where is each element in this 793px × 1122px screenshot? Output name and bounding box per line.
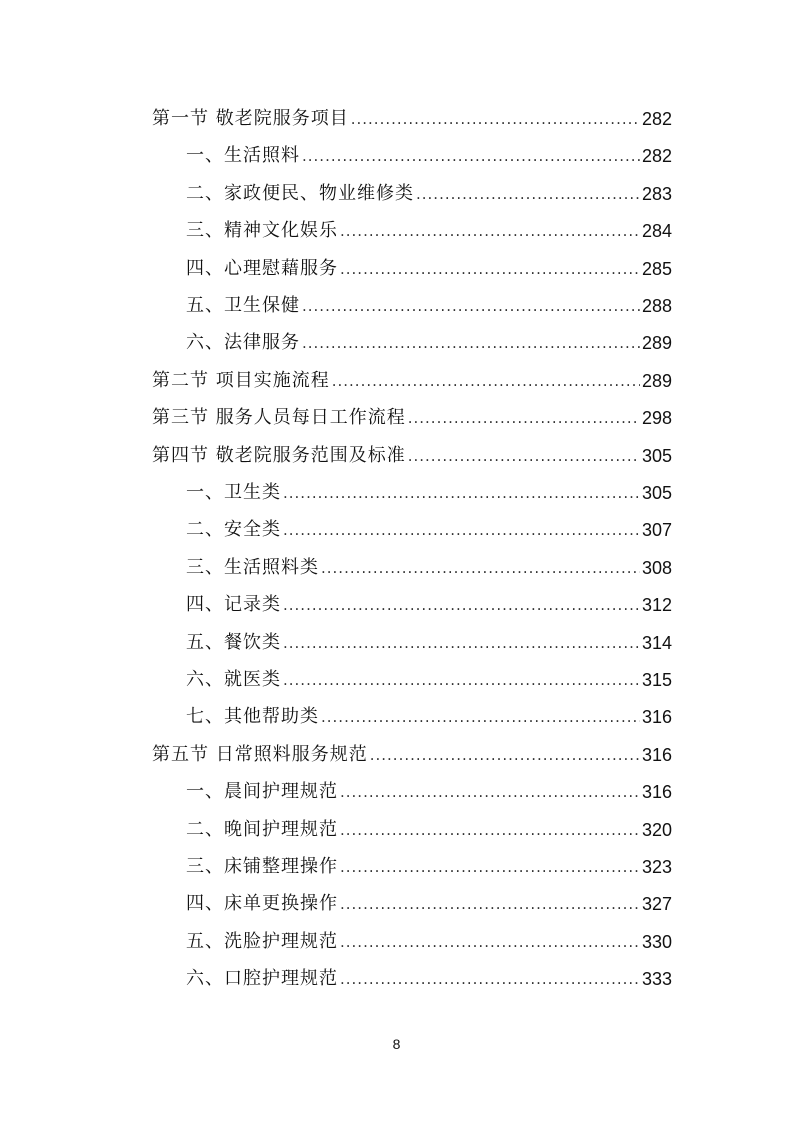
toc-entry[interactable] bbox=[152, 403, 672, 433]
dot-leader bbox=[408, 441, 640, 471]
toc-entry[interactable] bbox=[186, 702, 672, 732]
toc-entry-label: 六、口腔护理规范 bbox=[186, 968, 338, 990]
dot-leader bbox=[302, 141, 640, 171]
dot-leader bbox=[302, 328, 640, 358]
toc-entry-page: 284 bbox=[641, 221, 672, 242]
toc-entry[interactable] bbox=[152, 740, 672, 770]
toc-entry-page: 316 bbox=[641, 744, 672, 765]
toc-entry[interactable] bbox=[186, 328, 672, 358]
toc-entry-page: 320 bbox=[641, 819, 672, 840]
toc-entry-label: 一、生活照料 bbox=[186, 145, 300, 167]
toc-entry[interactable] bbox=[186, 889, 672, 919]
toc-entry-page: 315 bbox=[641, 670, 672, 690]
toc-entry-label: 三、生活照料类 bbox=[186, 556, 319, 578]
dot-leader bbox=[340, 852, 640, 882]
dot-leader bbox=[370, 740, 640, 770]
toc-entry-page: 308 bbox=[641, 557, 672, 578]
dot-leader bbox=[332, 366, 640, 396]
toc-entry-page: 282 bbox=[641, 146, 672, 167]
toc-entry-label: 四、记录类 bbox=[186, 594, 281, 616]
toc-entry-label: 六、就医类 bbox=[186, 669, 281, 690]
toc-entry[interactable] bbox=[186, 852, 672, 882]
toc-entry-label: 第五节 日常照料服务规范 bbox=[152, 743, 368, 765]
toc-entry-label: 七、其他帮助类 bbox=[186, 706, 319, 728]
toc-entry[interactable] bbox=[152, 441, 672, 471]
toc-entry-page: 305 bbox=[641, 445, 672, 466]
toc-entry[interactable] bbox=[186, 291, 672, 321]
dot-leader bbox=[416, 179, 640, 209]
toc-entry[interactable] bbox=[186, 216, 672, 246]
toc-entry-page: 283 bbox=[641, 183, 672, 204]
dot-leader bbox=[283, 515, 640, 545]
toc-entry-page: 298 bbox=[641, 408, 672, 429]
dot-leader bbox=[340, 815, 640, 845]
dot-leader bbox=[283, 478, 640, 508]
toc-entry-label: 一、晨间护理规范 bbox=[186, 781, 338, 803]
toc-entry-label: 一、卫生类 bbox=[186, 482, 281, 503]
toc-entry[interactable] bbox=[186, 515, 672, 545]
toc-entry-page: 333 bbox=[641, 969, 672, 990]
toc-entry[interactable] bbox=[186, 590, 672, 620]
toc-entry-label: 三、精神文化娱乐 bbox=[186, 220, 338, 242]
dot-leader bbox=[340, 777, 640, 807]
toc-entry-label: 五、卫生保健 bbox=[186, 295, 300, 316]
toc-entry[interactable] bbox=[186, 964, 672, 994]
dot-leader bbox=[302, 291, 640, 321]
toc-entry[interactable] bbox=[152, 366, 672, 396]
toc-entry-page: 289 bbox=[641, 370, 672, 391]
dot-leader bbox=[283, 665, 640, 695]
toc-entry[interactable] bbox=[186, 665, 672, 695]
toc-entry-label: 四、心理慰藉服务 bbox=[186, 257, 338, 279]
toc-entry-label: 六、法律服务 bbox=[186, 332, 300, 354]
dot-leader bbox=[351, 104, 640, 134]
toc-entry[interactable] bbox=[186, 141, 672, 171]
toc-entry-page: 323 bbox=[641, 857, 672, 877]
toc-entry[interactable] bbox=[152, 104, 672, 134]
toc-entry-page: 288 bbox=[641, 296, 672, 316]
toc-entry[interactable] bbox=[186, 478, 672, 508]
toc-entry[interactable] bbox=[186, 815, 672, 845]
dot-leader bbox=[283, 628, 640, 658]
toc-entry-page: 285 bbox=[641, 258, 672, 279]
dot-leader bbox=[283, 590, 640, 620]
dot-leader bbox=[340, 254, 640, 284]
page-number: 8 bbox=[392, 1036, 401, 1052]
toc-entry-page: 316 bbox=[641, 782, 672, 803]
toc-entry[interactable] bbox=[186, 179, 672, 209]
dot-leader bbox=[340, 964, 640, 994]
toc-entry-page: 316 bbox=[641, 707, 672, 728]
toc-entry[interactable] bbox=[186, 628, 672, 658]
toc-entry-page: 305 bbox=[641, 483, 672, 503]
toc-entry-page: 312 bbox=[641, 595, 672, 616]
toc-entry-label: 二、晚间护理规范 bbox=[186, 818, 338, 840]
toc-entry-label: 二、安全类 bbox=[186, 519, 281, 541]
toc-entry-label: 四、床单更换操作 bbox=[186, 893, 338, 915]
toc-entry[interactable] bbox=[186, 553, 672, 583]
dot-leader bbox=[321, 702, 640, 732]
toc-entry[interactable] bbox=[186, 254, 672, 284]
toc-entry-page: 330 bbox=[641, 931, 672, 952]
toc-entry-label: 第二节 项目实施流程 bbox=[152, 369, 330, 391]
toc-entry-label: 第四节 敬老院服务范围及标准 bbox=[152, 444, 406, 466]
toc-entry[interactable] bbox=[186, 777, 672, 807]
toc-entry-page: 314 bbox=[641, 632, 672, 653]
dot-leader bbox=[321, 553, 640, 583]
toc-entry-label: 第三节 服务人员每日工作流程 bbox=[152, 407, 406, 429]
dot-leader bbox=[340, 927, 640, 957]
toc-entry-label: 五、洗脸护理规范 bbox=[186, 930, 338, 952]
toc-entry-label: 五、餐饮类 bbox=[186, 631, 281, 653]
toc-entry-label: 二、家政便民、物业维修类 bbox=[186, 182, 414, 204]
toc-entry-label: 第一节 敬老院服务项目 bbox=[152, 108, 349, 129]
toc-entry-page: 327 bbox=[641, 894, 672, 915]
toc-entry-page: 307 bbox=[641, 520, 672, 541]
dot-leader bbox=[340, 216, 640, 246]
toc-entry-page: 289 bbox=[641, 333, 672, 354]
dot-leader bbox=[408, 403, 640, 433]
toc-entry[interactable] bbox=[186, 927, 672, 957]
dot-leader bbox=[340, 889, 640, 919]
toc-entry-page: 282 bbox=[641, 109, 672, 129]
toc-entry-label: 三、床铺整理操作 bbox=[186, 856, 338, 877]
